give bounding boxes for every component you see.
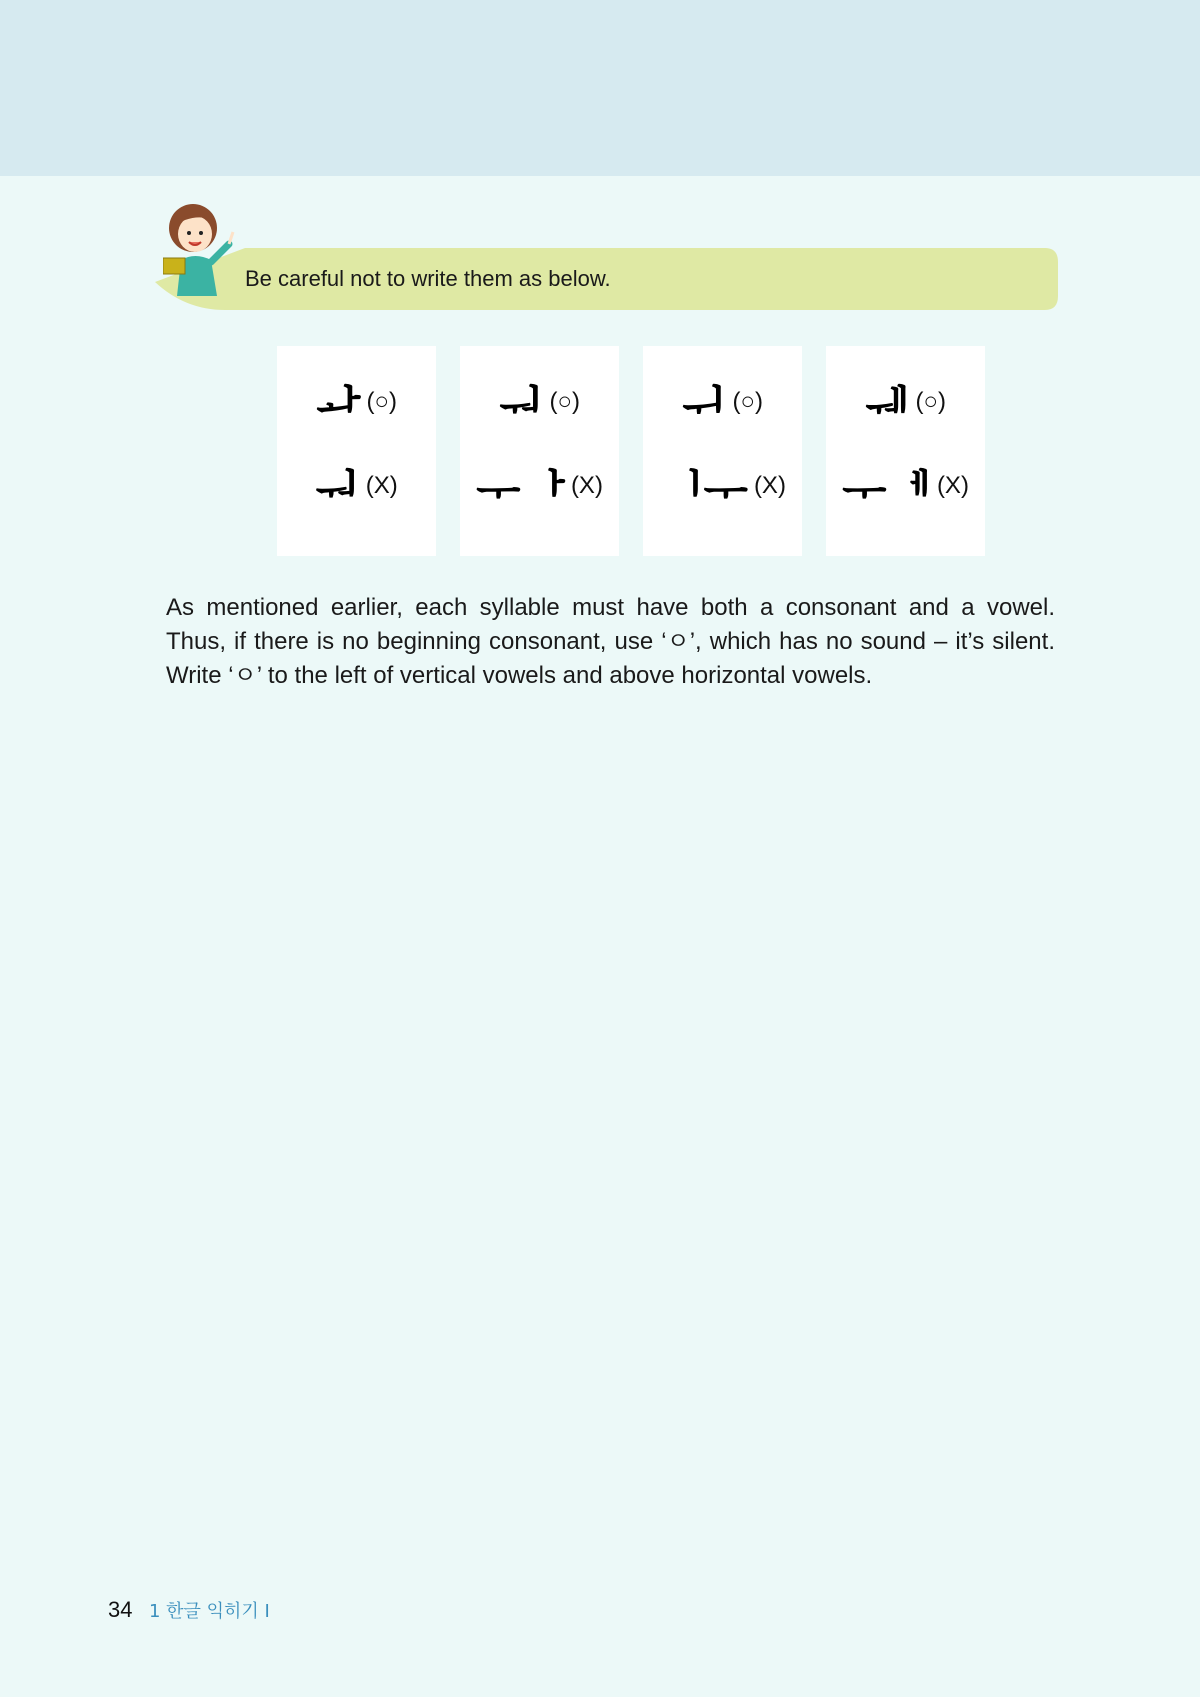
correct-row [826,378,985,438]
page-footer [108,1597,270,1623]
correct-row [277,378,436,438]
correct-row [460,378,619,438]
chapter-title: 1 한글 익히기 Ⅰ [148,1601,270,1622]
correct-glyph: ᅯ [499,381,544,435]
correct-mark: (○) [732,388,763,415]
teacher-illustration-icon [163,200,249,296]
page-number: 34 [108,1597,133,1622]
correct-mark: (○) [915,388,946,415]
header-band [0,0,1200,176]
tip-bubble [155,200,1060,312]
wrong-row [826,462,985,522]
correct-row [643,378,802,438]
wrong-glyph: ᅵᅮ [659,465,748,519]
wrong-mark: (X) [365,472,398,499]
wrong-glyph: ᅮᅡ [476,465,565,519]
wrong-mark: (X) [936,472,969,499]
wrong-mark: (X) [753,472,786,499]
correct-glyph: ᅪ [316,381,361,435]
vowel-card [460,346,619,556]
paragraph-line: Thus, if there is no beginning consonant, use ‘ㅇ’, which has no sound – it’s silent. [166,628,1055,655]
correct-glyph: ᅰ [865,381,910,435]
correct-mark: (○) [549,388,580,415]
tip-callout [155,200,1060,312]
vowel-card [277,346,436,556]
wrong-glyph: ᅮᅦ [842,465,931,519]
correct-glyph: ᅱ [682,381,727,435]
vowel-card [826,346,985,556]
tip-text: Be careful not to write them as below. [245,266,611,291]
wrong-row [643,462,802,522]
wrong-row [460,462,619,522]
wrong-row [277,462,436,522]
vowel-card [643,346,802,556]
paragraph-line: As mentioned earlier, each syllable must have both a consonant and a vowel. [166,594,1055,621]
wrong-glyph: ᅯ [315,465,360,519]
paragraph-line: Write ‘ㅇ’ to the left of vertical vowels and above horizontal vowels. [166,662,873,689]
correct-mark: (○) [366,388,397,415]
wrong-mark: (X) [570,472,603,499]
vowel-cards [277,346,987,556]
explanation-paragraph [166,591,1055,693]
